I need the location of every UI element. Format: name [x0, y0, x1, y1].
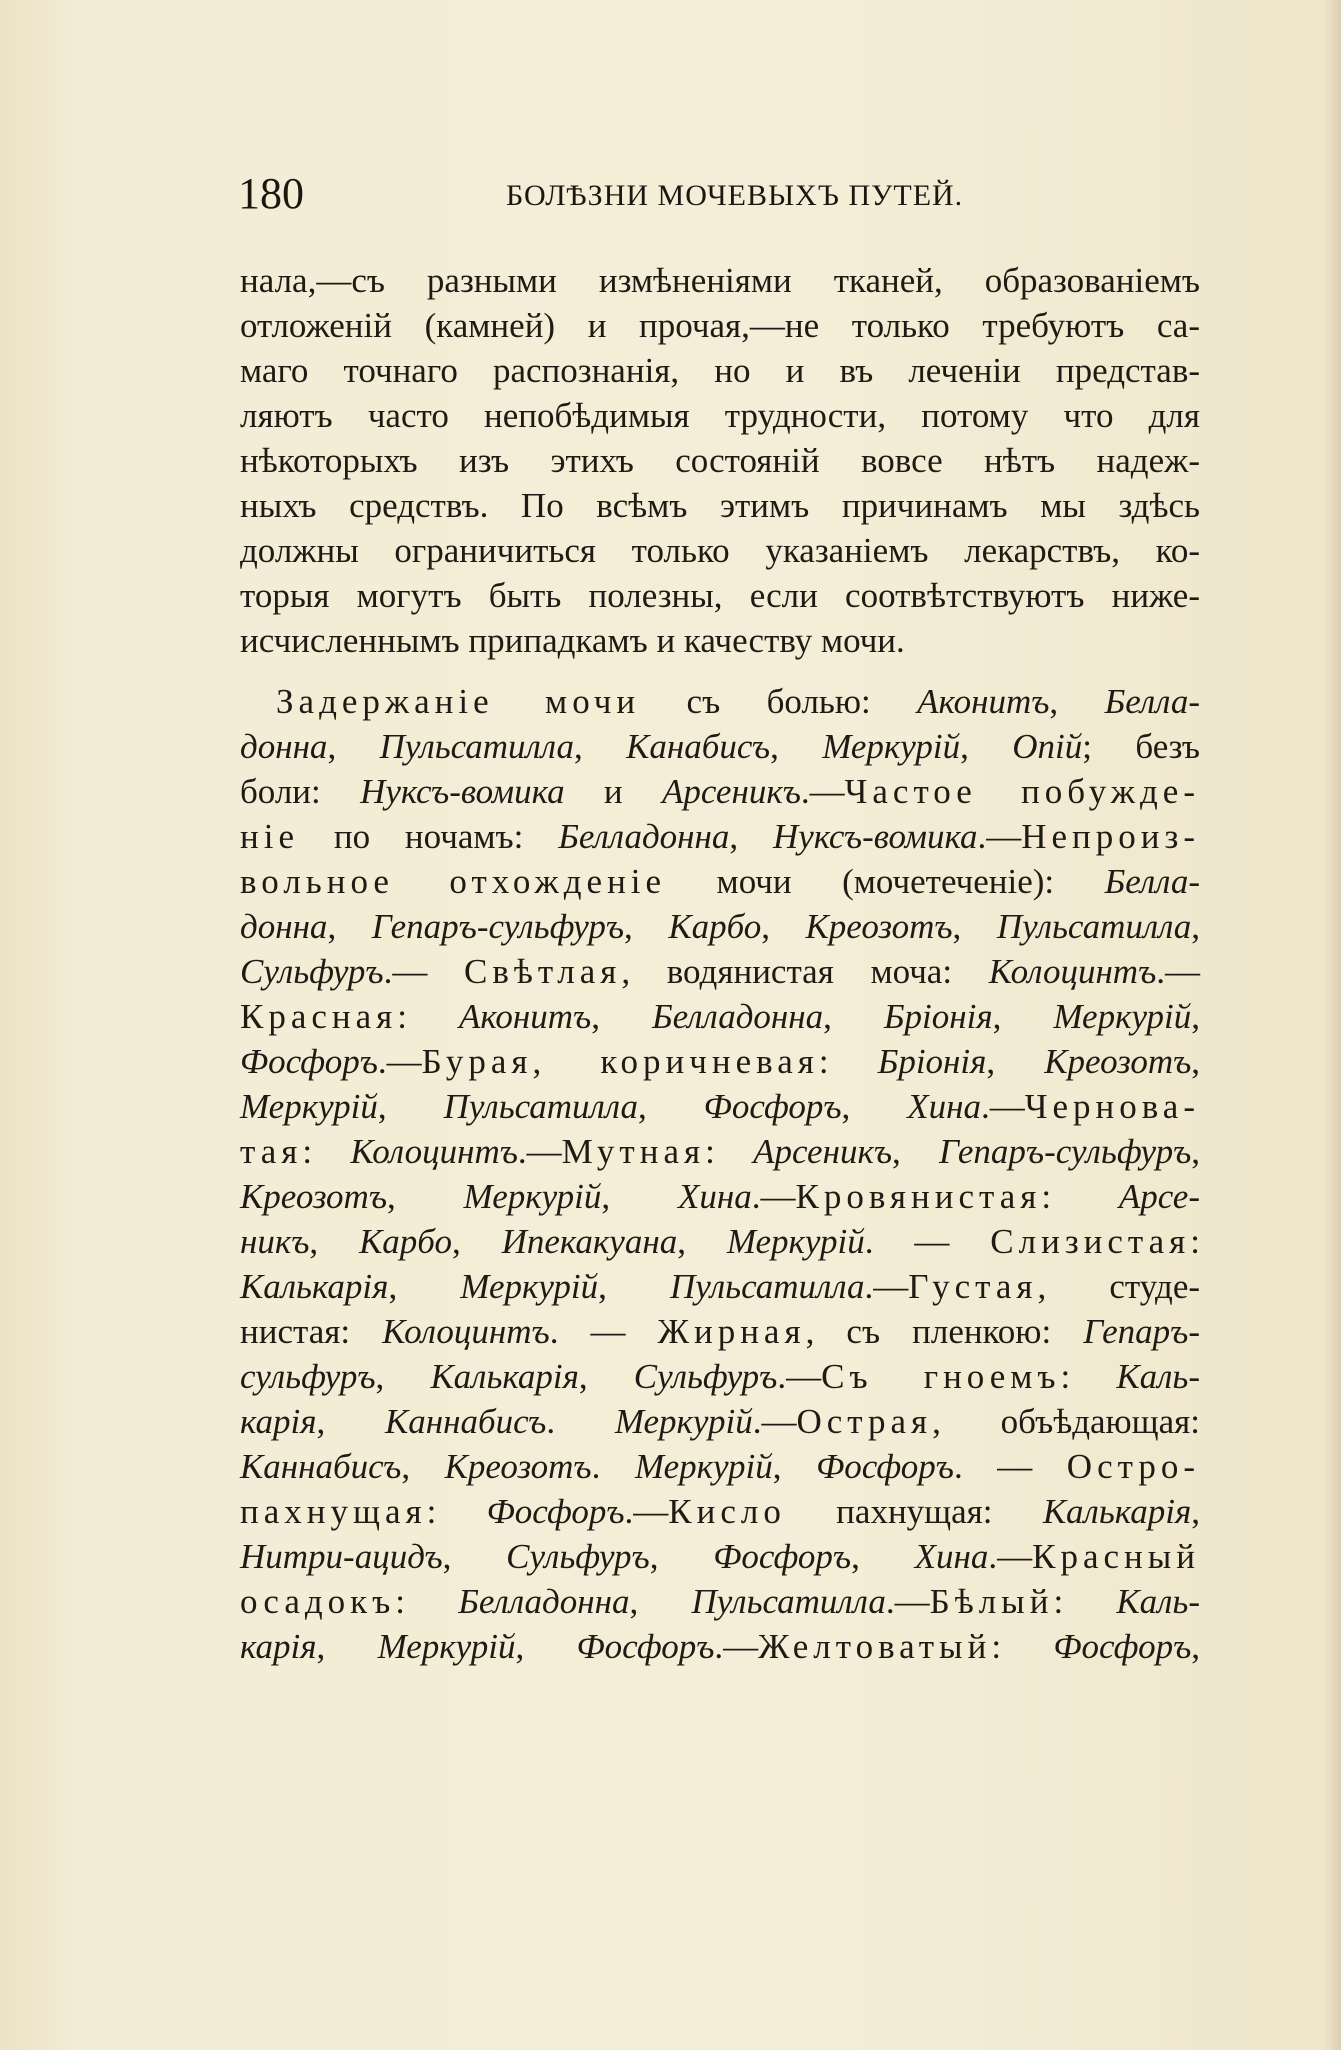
remedy-name: Каль-	[1116, 1357, 1200, 1396]
text-run: .—	[377, 1042, 422, 1081]
text-run: .—	[751, 1177, 796, 1216]
text-run: .—	[517, 1132, 562, 1171]
symptom-term: Острая	[796, 1402, 933, 1441]
text-line	[240, 1399, 1200, 1444]
text-line: должны ограничиться только указаніемъ лекарствъ, ко-	[240, 531, 1200, 570]
text-run: :	[302, 1132, 351, 1171]
text-run: ,	[574, 727, 627, 766]
text-run: ,	[851, 1537, 915, 1576]
remedy-name: Нуксъ-вомика	[360, 772, 565, 811]
text-run: съ болью:	[640, 682, 918, 721]
remedy-name: Калькарія	[430, 1357, 579, 1396]
remedy-name: карія	[240, 1627, 317, 1666]
text-line	[240, 1039, 1200, 1084]
remedy-name: Меркурій	[1053, 997, 1192, 1036]
remedy-name: Аконитъ	[917, 682, 1050, 721]
text-run: ,	[388, 1267, 461, 1306]
remedy-name: Бріонія	[883, 997, 993, 1036]
remedy-name: Пульсатилла	[443, 1087, 638, 1126]
symptom-term: Бѣлый	[929, 1582, 1054, 1621]
text-run: ,	[1191, 907, 1201, 946]
page-number: 180	[238, 169, 304, 218]
remedy-name: донна	[240, 727, 328, 766]
remedy-name: Белладонна	[558, 817, 730, 856]
text-run: ,	[629, 1582, 692, 1621]
remedy-name: Нуксъ-вомика	[773, 817, 978, 856]
text-line: ляютъ часто непобѣдимыя трудности, потому что для	[240, 396, 1200, 435]
remedy-name: Гепаръ-сульфуръ	[939, 1132, 1192, 1171]
remedy-name: Гепаръ-	[1083, 1312, 1200, 1351]
text-run: ,	[772, 1447, 817, 1486]
text-run: .—	[800, 772, 845, 811]
page-edge-shadow	[1323, 0, 1341, 2050]
remedy-name: Сульфуръ	[633, 1357, 778, 1396]
remedy-name: Фосфоръ	[576, 1627, 715, 1666]
text-run: :	[397, 997, 459, 1036]
remedy-name: Меркурій	[614, 1402, 753, 1441]
symptom-term: пахнущая	[240, 1492, 427, 1531]
symptom-term: Задержаніе мочи	[276, 682, 641, 721]
remedy-name: донна	[240, 907, 328, 946]
remedy-name: Ипекакуана	[501, 1222, 678, 1261]
text-run: ,	[515, 1627, 577, 1666]
text-run: ,	[598, 1267, 671, 1306]
text-run: :	[705, 1132, 754, 1171]
text-run: .—	[980, 1087, 1025, 1126]
remedy-name: Меркурій	[460, 1267, 599, 1306]
text-run: ,	[992, 997, 1054, 1036]
remedy-name: Пульсатилла	[996, 907, 1192, 946]
text-line	[240, 859, 1200, 904]
remedy-name: Калькарія	[1042, 1492, 1192, 1531]
remedy-name: Арсеникъ	[661, 772, 801, 811]
text-run: нистая:	[240, 1312, 383, 1351]
remedy-name: Фосфоръ	[713, 1537, 852, 1576]
text-run: ,	[601, 1177, 678, 1216]
text-line	[240, 769, 1200, 814]
text-run: ,	[451, 1222, 502, 1261]
remedy-name: Опій	[1012, 727, 1083, 766]
text-run: :	[426, 1492, 487, 1531]
text-line	[240, 1624, 1200, 1669]
body-text	[240, 258, 1200, 1669]
remedy-name: Меркурій	[240, 1087, 378, 1126]
remedy-name: Канабисъ	[626, 727, 771, 766]
text-run: .	[546, 1402, 615, 1441]
text-run: пахнущая:	[785, 1492, 1043, 1531]
text-run: ,	[1191, 997, 1200, 1036]
remedy-name: Каль-	[1116, 1582, 1200, 1621]
text-run: ,	[729, 817, 773, 856]
text-run: . —	[549, 1312, 658, 1351]
symptom-term: Жирная	[657, 1312, 806, 1351]
remedy-name: Колоцинтъ	[382, 1312, 550, 1351]
text-run: . —	[953, 1447, 1067, 1486]
text-line	[240, 1264, 1200, 1309]
text-run: ,	[649, 1537, 714, 1576]
remedy-name: сульфуръ	[240, 1357, 376, 1396]
text-run: ,	[316, 1402, 386, 1441]
text-line	[240, 904, 1200, 949]
text-line	[240, 1354, 1200, 1399]
text-run: .—	[1156, 952, 1201, 991]
text-run: ; безъ	[1082, 727, 1200, 766]
paragraph-1	[240, 258, 1200, 663]
text-line	[240, 1534, 1200, 1579]
text-run: ,	[1049, 682, 1105, 721]
text-run: ,	[892, 1132, 940, 1171]
remedy-name: Белладонна	[651, 997, 824, 1036]
text-run: ,	[401, 1447, 445, 1486]
text-run: и	[564, 772, 662, 811]
text-run: .—	[624, 1492, 669, 1531]
remedy-name: Белла-	[1104, 682, 1200, 721]
text-run: .—	[977, 817, 1022, 856]
remedy-name: Арсеникъ	[753, 1132, 892, 1171]
text-run: .—	[777, 1357, 822, 1396]
symptom-term: вольное отхожденіе	[240, 862, 667, 901]
text-run: ,	[1191, 1627, 1200, 1666]
remedy-name: Меркурій	[634, 1447, 773, 1486]
text-run: ,	[770, 727, 823, 766]
remedy-name: Сульфуръ	[506, 1537, 650, 1576]
text-line: исчисленнымъ припадкамъ и качеству мочи.	[240, 621, 905, 660]
text-run: ,	[624, 907, 669, 946]
remedy-name: Каннабисъ	[385, 1402, 547, 1441]
text-run: .—	[864, 1267, 909, 1306]
remedy-name: Карбо	[359, 1222, 452, 1261]
remedy-name: Меркурій	[822, 727, 961, 766]
remedy-name: Фосфоръ	[240, 1042, 378, 1081]
text-run: ,	[1191, 1492, 1200, 1531]
symptom-term: Густая	[908, 1267, 1038, 1306]
remedy-name: Меркурій	[377, 1627, 516, 1666]
text-run: .—	[885, 1582, 930, 1621]
text-run: мочи (мочетеченіе):	[666, 862, 1105, 901]
symptom-term: Бурая, коричневая	[421, 1042, 819, 1081]
symptom-term: Желтоватый	[758, 1627, 992, 1666]
symptom-term: Кисло	[668, 1492, 786, 1531]
text-run: ,	[986, 1042, 1045, 1081]
text-run: .	[591, 1447, 635, 1486]
text-run: ,	[387, 1177, 464, 1216]
text-run: ,	[316, 1627, 378, 1666]
remedy-name: Фосфоръ	[816, 1447, 954, 1486]
remedy-name: Гепаръ-сульфуръ	[371, 907, 624, 946]
symptom-term: тая	[240, 1132, 303, 1171]
text-line	[240, 949, 1200, 994]
text-run: , объѣдающая:	[932, 1402, 1200, 1441]
text-line: отложеній (камней) и прочая,—не только требуютъ са-	[240, 306, 1200, 345]
remedy-name: Меркурій	[726, 1222, 865, 1261]
remedy-name: Креозотъ	[805, 907, 953, 946]
remedy-name: Фосфоръ	[703, 1087, 842, 1126]
text-run: ,	[591, 997, 652, 1036]
remedy-name: Креозотъ	[240, 1177, 387, 1216]
text-run: ,	[841, 1087, 908, 1126]
remedy-name: Хина	[677, 1177, 752, 1216]
text-line	[240, 814, 1200, 859]
remedy-name: Сульфуръ	[240, 952, 384, 991]
page-header	[238, 166, 1208, 226]
remedy-name: Фосфоръ	[486, 1492, 625, 1531]
symptom-term: Чернова-	[1024, 1087, 1201, 1126]
remedy-name: Креозотъ	[444, 1447, 592, 1486]
remedy-name: Пульсатилла	[691, 1582, 886, 1621]
paragraph-2	[240, 679, 1200, 1669]
remedy-name: Калькарія	[240, 1267, 389, 1306]
text-run: :	[818, 1042, 878, 1081]
text-run: , съ пленкою:	[805, 1312, 1084, 1351]
text-run: ,	[327, 907, 372, 946]
text-run: .—	[383, 952, 464, 991]
remedy-name: Белла-	[1104, 862, 1201, 901]
text-line	[240, 1309, 1200, 1354]
text-run: ,	[677, 1222, 727, 1261]
remedy-name: Аконитъ	[459, 997, 592, 1036]
text-line: торыя могутъ быть полезны, если соотвѣтствуютъ ниже-	[240, 576, 1200, 615]
remedy-name: Нитри-ацидъ	[240, 1537, 443, 1576]
text-run: ,	[578, 1357, 634, 1396]
text-line	[240, 1084, 1200, 1129]
text-run: :	[1060, 1357, 1117, 1396]
text-run: ,	[960, 727, 1013, 766]
text-line	[240, 1129, 1200, 1174]
text-line: нѣкоторыхъ изъ этихъ состояній вовсе нѣтъ надеж-	[240, 441, 1200, 480]
remedy-name: Арсе-	[1118, 1177, 1201, 1216]
text-line: маго точнаго распознанія, но и въ леченіи представ-	[240, 351, 1200, 390]
text-run: ,	[309, 1222, 360, 1261]
remedy-name: никъ	[240, 1222, 310, 1261]
text-line	[240, 724, 1200, 769]
text-line	[240, 1444, 1200, 1489]
remedy-name: Белладонна	[458, 1582, 630, 1621]
text-run: ,	[1191, 1132, 1201, 1171]
remedy-name: Пульсатилла	[670, 1267, 865, 1306]
text-run: ,	[637, 1087, 704, 1126]
text-run: :	[395, 1582, 459, 1621]
remedy-name: Карбо	[668, 907, 762, 946]
remedy-name: Фосфоръ	[1053, 1627, 1192, 1666]
text-run: ,	[377, 1087, 444, 1126]
symptom-term: Остро-	[1066, 1447, 1200, 1486]
text-run: ,	[1191, 1042, 1201, 1081]
remedy-name: Хина	[907, 1087, 981, 1126]
text-run: , студе-	[1037, 1267, 1201, 1306]
symptom-term: Частое побужде-	[844, 772, 1200, 811]
text-run: ,	[327, 727, 380, 766]
text-run: по ночамъ:	[299, 817, 559, 856]
remedy-name: Креозотъ	[1044, 1042, 1192, 1081]
text-line	[240, 1489, 1200, 1534]
text-run: :	[1190, 1222, 1201, 1261]
symptom-term: Непроиз-	[1021, 817, 1200, 856]
remedy-name: Колоцинтъ	[988, 952, 1157, 991]
text-run: ,	[952, 907, 997, 946]
text-run: , водянистая моча:	[621, 952, 989, 991]
text-run: .—	[988, 1537, 1033, 1576]
text-run: :	[991, 1627, 1054, 1666]
remedy-name: Бріонія	[877, 1042, 987, 1081]
text-run: боли:	[240, 772, 361, 811]
text-run: ,	[375, 1357, 431, 1396]
text-line	[240, 1579, 1200, 1624]
remedy-name: Колоцинтъ	[350, 1132, 518, 1171]
text-run: ,	[442, 1537, 507, 1576]
text-line	[240, 994, 1200, 1039]
symptom-term: Красный	[1032, 1537, 1200, 1576]
running-title: БОЛѢЗНИ МОЧЕВЫХЪ ПУТЕЙ.	[506, 179, 964, 212]
symptom-term: Свѣтлая	[463, 952, 622, 991]
symptom-term: Мутная	[561, 1132, 706, 1171]
text-run: :	[1041, 1177, 1119, 1216]
text-run: . —	[864, 1222, 991, 1261]
text-line: ныхъ средствъ. По всѣмъ этимъ причинамъ мы здѣсь	[240, 486, 1200, 525]
text-run: .—	[752, 1402, 797, 1441]
text-run: ,	[823, 997, 884, 1036]
text-line	[240, 1219, 1200, 1264]
text-run: ,	[761, 907, 806, 946]
remedy-name: Меркурій	[463, 1177, 602, 1216]
symptom-term: осадокъ	[240, 1582, 396, 1621]
text-line: нала,—съ разными измѣненіями тканей, образованіемъ	[240, 261, 1200, 300]
remedy-name: Каннабисъ	[240, 1447, 402, 1486]
symptom-term: Съ гноемъ	[821, 1357, 1061, 1396]
text-line	[240, 679, 1200, 724]
symptom-term: Кровянистая	[795, 1177, 1042, 1216]
text-run: .—	[714, 1627, 759, 1666]
symptom-term: Красная	[240, 997, 398, 1036]
text-run: :	[1053, 1582, 1117, 1621]
remedy-name: Хина	[914, 1537, 989, 1576]
remedy-name: карія	[240, 1402, 317, 1441]
symptom-term: Слизистая	[990, 1222, 1191, 1261]
remedy-name: Пульсатилла	[379, 727, 574, 766]
symptom-term: ніе	[240, 817, 299, 856]
text-line	[240, 1174, 1200, 1219]
